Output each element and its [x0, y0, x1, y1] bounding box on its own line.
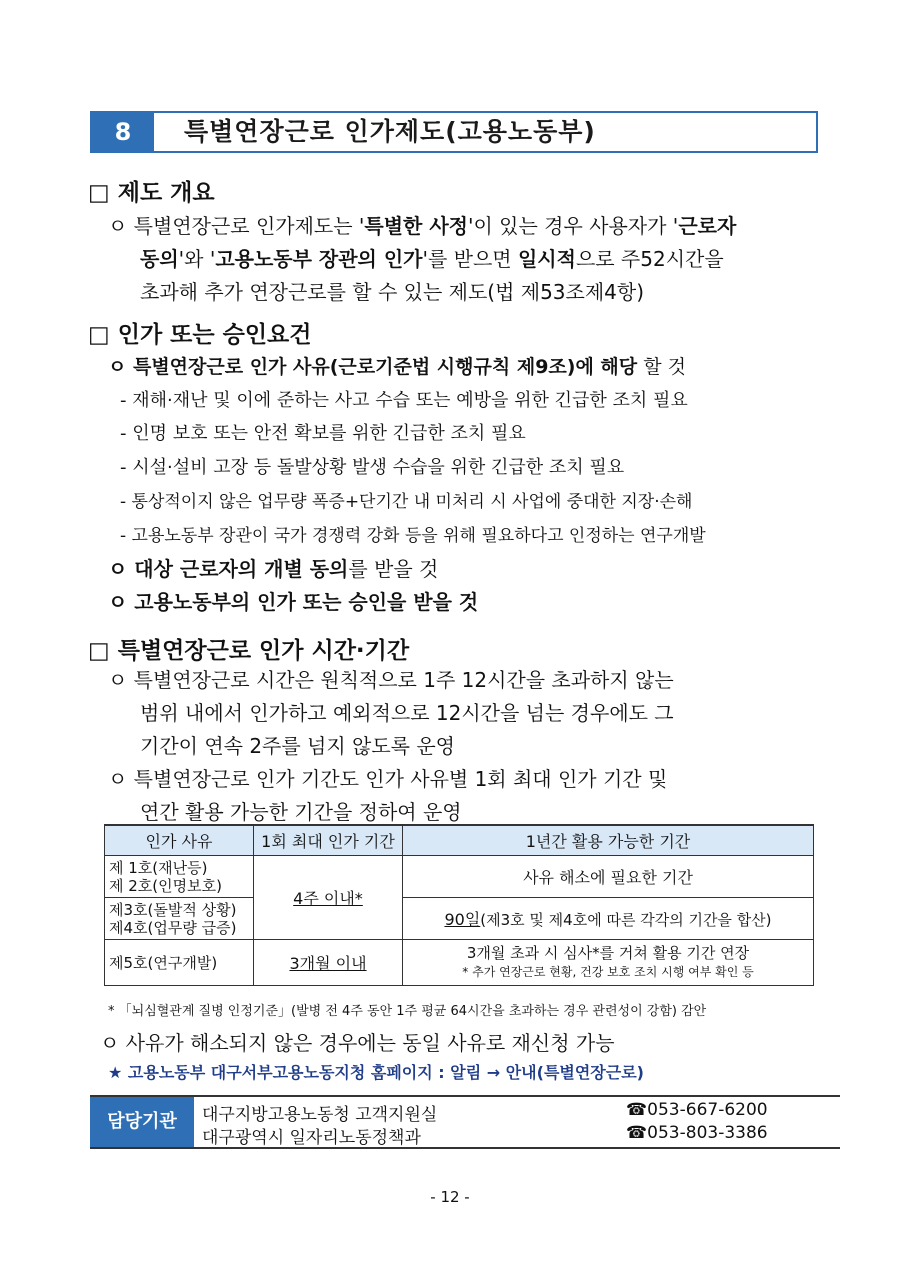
req-bullet-2: ㅇ 대상 근로자의 개별 동의를 받을 것 [108, 557, 439, 581]
req-item-1: - 재해·재난 및 이에 준하는 사고 수습 또는 예방을 위한 긴급한 조치 필요 [120, 390, 688, 411]
table-cell: 제3호(돌발적 상황) 제4호(업무량 급증) [105, 898, 254, 940]
period-line-3: 기간이 연속 2주를 넘지 않도록 운영 [140, 734, 455, 758]
contact-box [90, 1095, 840, 1149]
period-table [104, 824, 814, 986]
table-cell: 90일(제3호 및 제4호에 따른 각각의 기간을 합산) [403, 898, 814, 940]
table-cell: 사유 해소에 필요한 기간 [403, 856, 814, 898]
req-bullet-1: ㅇ 특별연장근로 인가 사유(근로기준법 시행규칙 제9조)에 해당 할 것 [108, 356, 686, 378]
table-cell: 제5호(연구개발) [105, 940, 254, 986]
table-cell: 제 1호(재난등) 제 2호(인명보호) [105, 856, 254, 898]
overview-line-2: 동의'와 '고용노동부 장관의 인가'를 받으면 일시적으로 주52시간을 [140, 247, 724, 271]
table-cell: 3개월 이내 [254, 940, 403, 986]
req-item-5: - 고용노동부 장관이 국가 경쟁력 강화 등을 위해 필요하다고 인정하는 연구개발 [120, 526, 706, 546]
page-number: - 12 - [430, 1188, 470, 1206]
contact-org-1: 대구지방고용노동청 고객지원실 [202, 1105, 438, 1125]
req-item-4: - 통상적이지 않은 업무량 폭증+단기간 내 미처리 시 사업에 중대한 지장·손해 [120, 492, 693, 512]
heading-overview: □ 제도 개요 [88, 180, 215, 206]
section-title-box [90, 111, 818, 153]
contact-label: 담당기관 [90, 1097, 194, 1147]
heading-requirements: □ 인가 또는 승인요건 [88, 322, 312, 348]
period-line-4: ㅇ 특별연장근로 인가 기간도 인가 사유별 1회 최대 인가 기간 및 [108, 767, 668, 791]
overview-line-3: 초과해 추가 연장근로를 할 수 있는 제도(법 제53조제4항) [140, 280, 645, 304]
page-title: 특별연장근로 인가제도(고용노동부) [184, 117, 596, 146]
homepage-link[interactable]: ★ 고용노동부 대구서부고용노동지청 홈페이지 : 알림 → 안내(특별연장근로) [108, 1063, 644, 1082]
reapply-line: ㅇ 사유가 해소되지 않은 경우에는 동일 사유로 재신청 가능 [100, 1031, 615, 1055]
contact-phone-1[interactable]: ☎053-667-6200 [626, 1100, 768, 1120]
section-number: 8 [92, 113, 154, 151]
contact-phone-2[interactable]: ☎053-803-3386 [626, 1123, 768, 1143]
period-line-5: 연간 활용 가능한 기간을 정하여 운영 [140, 800, 462, 824]
table-header: 1년간 활용 가능한 기간 [403, 825, 814, 856]
footnote: * 「뇌심혈관계 질병 인정기준」(발병 전 4주 동안 1주 평균 64시간을 초과하는 경우 관련성이 강함) 감안 [108, 1004, 707, 1019]
req-item-2: - 인명 보호 또는 안전 확보를 위한 긴급한 조치 필요 [120, 423, 526, 444]
req-item-3: - 시설·설비 고장 등 돌발상황 발생 수습을 위한 긴급한 조치 필요 [120, 457, 625, 478]
period-line-2: 범위 내에서 인가하고 예외적으로 12시간을 넘는 경우에도 그 [140, 701, 674, 725]
table-cell: 3개월 초과 시 심사*를 거쳐 활용 기간 연장 * 추가 연장근로 현황, 건강 보호 조치 시행 여부 확인 등 [403, 940, 814, 986]
table-cell: 4주 이내* [254, 856, 403, 940]
period-line-1: ㅇ 특별연장근로 시간은 원칙적으로 1주 12시간을 초과하지 않는 [108, 668, 674, 692]
table-header: 1회 최대 인가 기간 [254, 825, 403, 856]
req-bullet-3: ㅇ 고용노동부의 인가 또는 승인을 받을 것 [108, 590, 479, 614]
overview-line-1: ㅇ 특별연장근로 인가제도는 '특별한 사정'이 있는 경우 사용자가 '근로자 [108, 214, 737, 238]
heading-period: □ 특별연장근로 인가 시간·기간 [88, 638, 410, 664]
contact-org-2: 대구광역시 일자리노동정책과 [202, 1128, 421, 1148]
table-header: 인가 사유 [105, 825, 254, 856]
